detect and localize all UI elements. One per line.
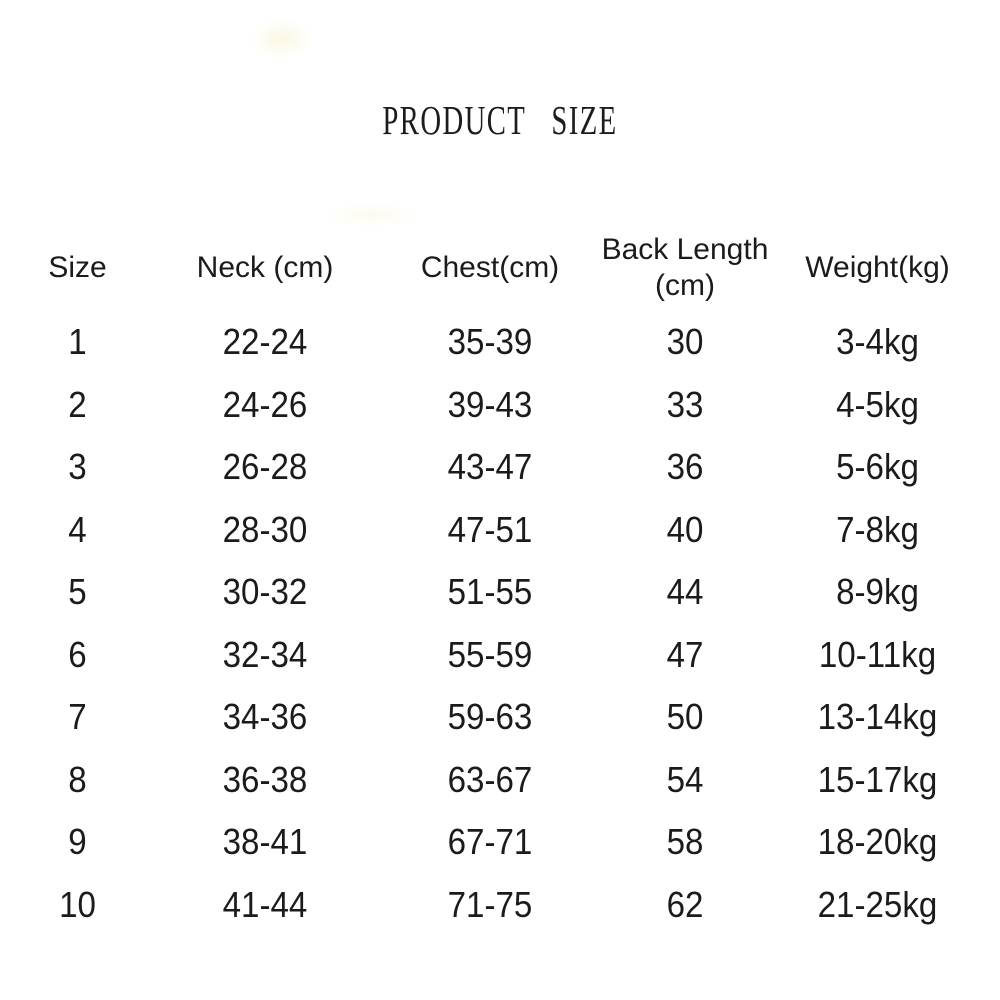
table-row xyxy=(20,499,970,562)
table-row xyxy=(20,624,970,687)
table-header-row xyxy=(20,225,970,311)
column-header-weight: Weight(kg) xyxy=(805,251,950,284)
faint-smudge-top xyxy=(250,18,314,60)
cell-neck: 30-32 xyxy=(222,571,308,613)
cell-size: 8 xyxy=(68,758,87,800)
cell-neck: 41-44 xyxy=(222,883,308,925)
cell-chest: 35-39 xyxy=(447,321,533,363)
cell-back-length: 40 xyxy=(666,508,704,550)
table-body xyxy=(20,311,970,936)
cell-weight: 8-9kg xyxy=(836,571,919,613)
cell-neck: 34-36 xyxy=(222,696,308,738)
table-row xyxy=(20,686,970,749)
cell-weight: 3-4kg xyxy=(836,321,919,363)
table-row xyxy=(20,311,970,374)
cell-size: 2 xyxy=(68,383,87,425)
cell-back-length: 47 xyxy=(666,633,704,675)
cell-back-length: 58 xyxy=(666,821,704,863)
cell-weight: 21-25kg xyxy=(817,883,938,925)
table-row xyxy=(20,436,970,499)
cell-chest: 39-43 xyxy=(447,383,533,425)
cell-chest: 47-51 xyxy=(447,508,533,550)
cell-back-length: 44 xyxy=(666,571,704,613)
cell-neck: 32-34 xyxy=(222,633,308,675)
cell-chest: 43-47 xyxy=(447,446,533,488)
cell-size: 7 xyxy=(68,696,87,738)
cell-back-length: 62 xyxy=(666,883,704,925)
table-row xyxy=(20,561,970,624)
cell-neck: 26-28 xyxy=(222,446,308,488)
cell-weight: 5-6kg xyxy=(836,446,919,488)
cell-weight: 4-5kg xyxy=(836,383,919,425)
cell-chest: 67-71 xyxy=(447,821,533,863)
cell-weight: 10-11kg xyxy=(818,633,937,675)
cell-weight: 13-14kg xyxy=(817,696,938,738)
cell-weight: 15-17kg xyxy=(817,758,938,800)
size-table xyxy=(20,225,970,936)
cell-neck: 24-26 xyxy=(222,383,308,425)
column-header-chest: Chest(cm) xyxy=(420,251,560,284)
cell-neck: 22-24 xyxy=(222,321,308,363)
cell-size: 4 xyxy=(68,508,87,550)
cell-back-length: 33 xyxy=(666,383,704,425)
cell-chest: 51-55 xyxy=(447,571,533,613)
page-title: PRODUCT SIZE xyxy=(382,97,618,143)
table-row xyxy=(20,874,970,937)
cell-weight: 7-8kg xyxy=(836,508,919,550)
cell-neck: 38-41 xyxy=(222,821,308,863)
cell-chest: 63-67 xyxy=(447,758,533,800)
cell-size: 9 xyxy=(68,821,87,863)
column-header-size: Size xyxy=(48,251,107,284)
cell-back-length: 54 xyxy=(666,758,704,800)
table-row xyxy=(20,374,970,437)
cell-back-length: 30 xyxy=(666,321,704,363)
cell-size: 1 xyxy=(68,321,87,363)
cell-chest: 71-75 xyxy=(447,883,533,925)
cell-back-length: 50 xyxy=(666,696,704,738)
cell-size: 5 xyxy=(68,571,87,613)
table-row xyxy=(20,811,970,874)
cell-size: 10 xyxy=(59,883,96,925)
column-header-neck: Neck (cm) xyxy=(196,251,334,284)
cell-size: 3 xyxy=(68,446,87,488)
cell-chest: 55-59 xyxy=(447,633,533,675)
cell-chest: 59-63 xyxy=(447,696,533,738)
cell-back-length: 36 xyxy=(666,446,704,488)
cell-weight: 18-20kg xyxy=(817,821,938,863)
column-header-back-length: Back Length (cm) xyxy=(601,233,769,302)
table-row xyxy=(20,749,970,812)
cell-neck: 28-30 xyxy=(222,508,308,550)
cell-size: 6 xyxy=(68,633,87,675)
cell-neck: 36-38 xyxy=(222,758,308,800)
